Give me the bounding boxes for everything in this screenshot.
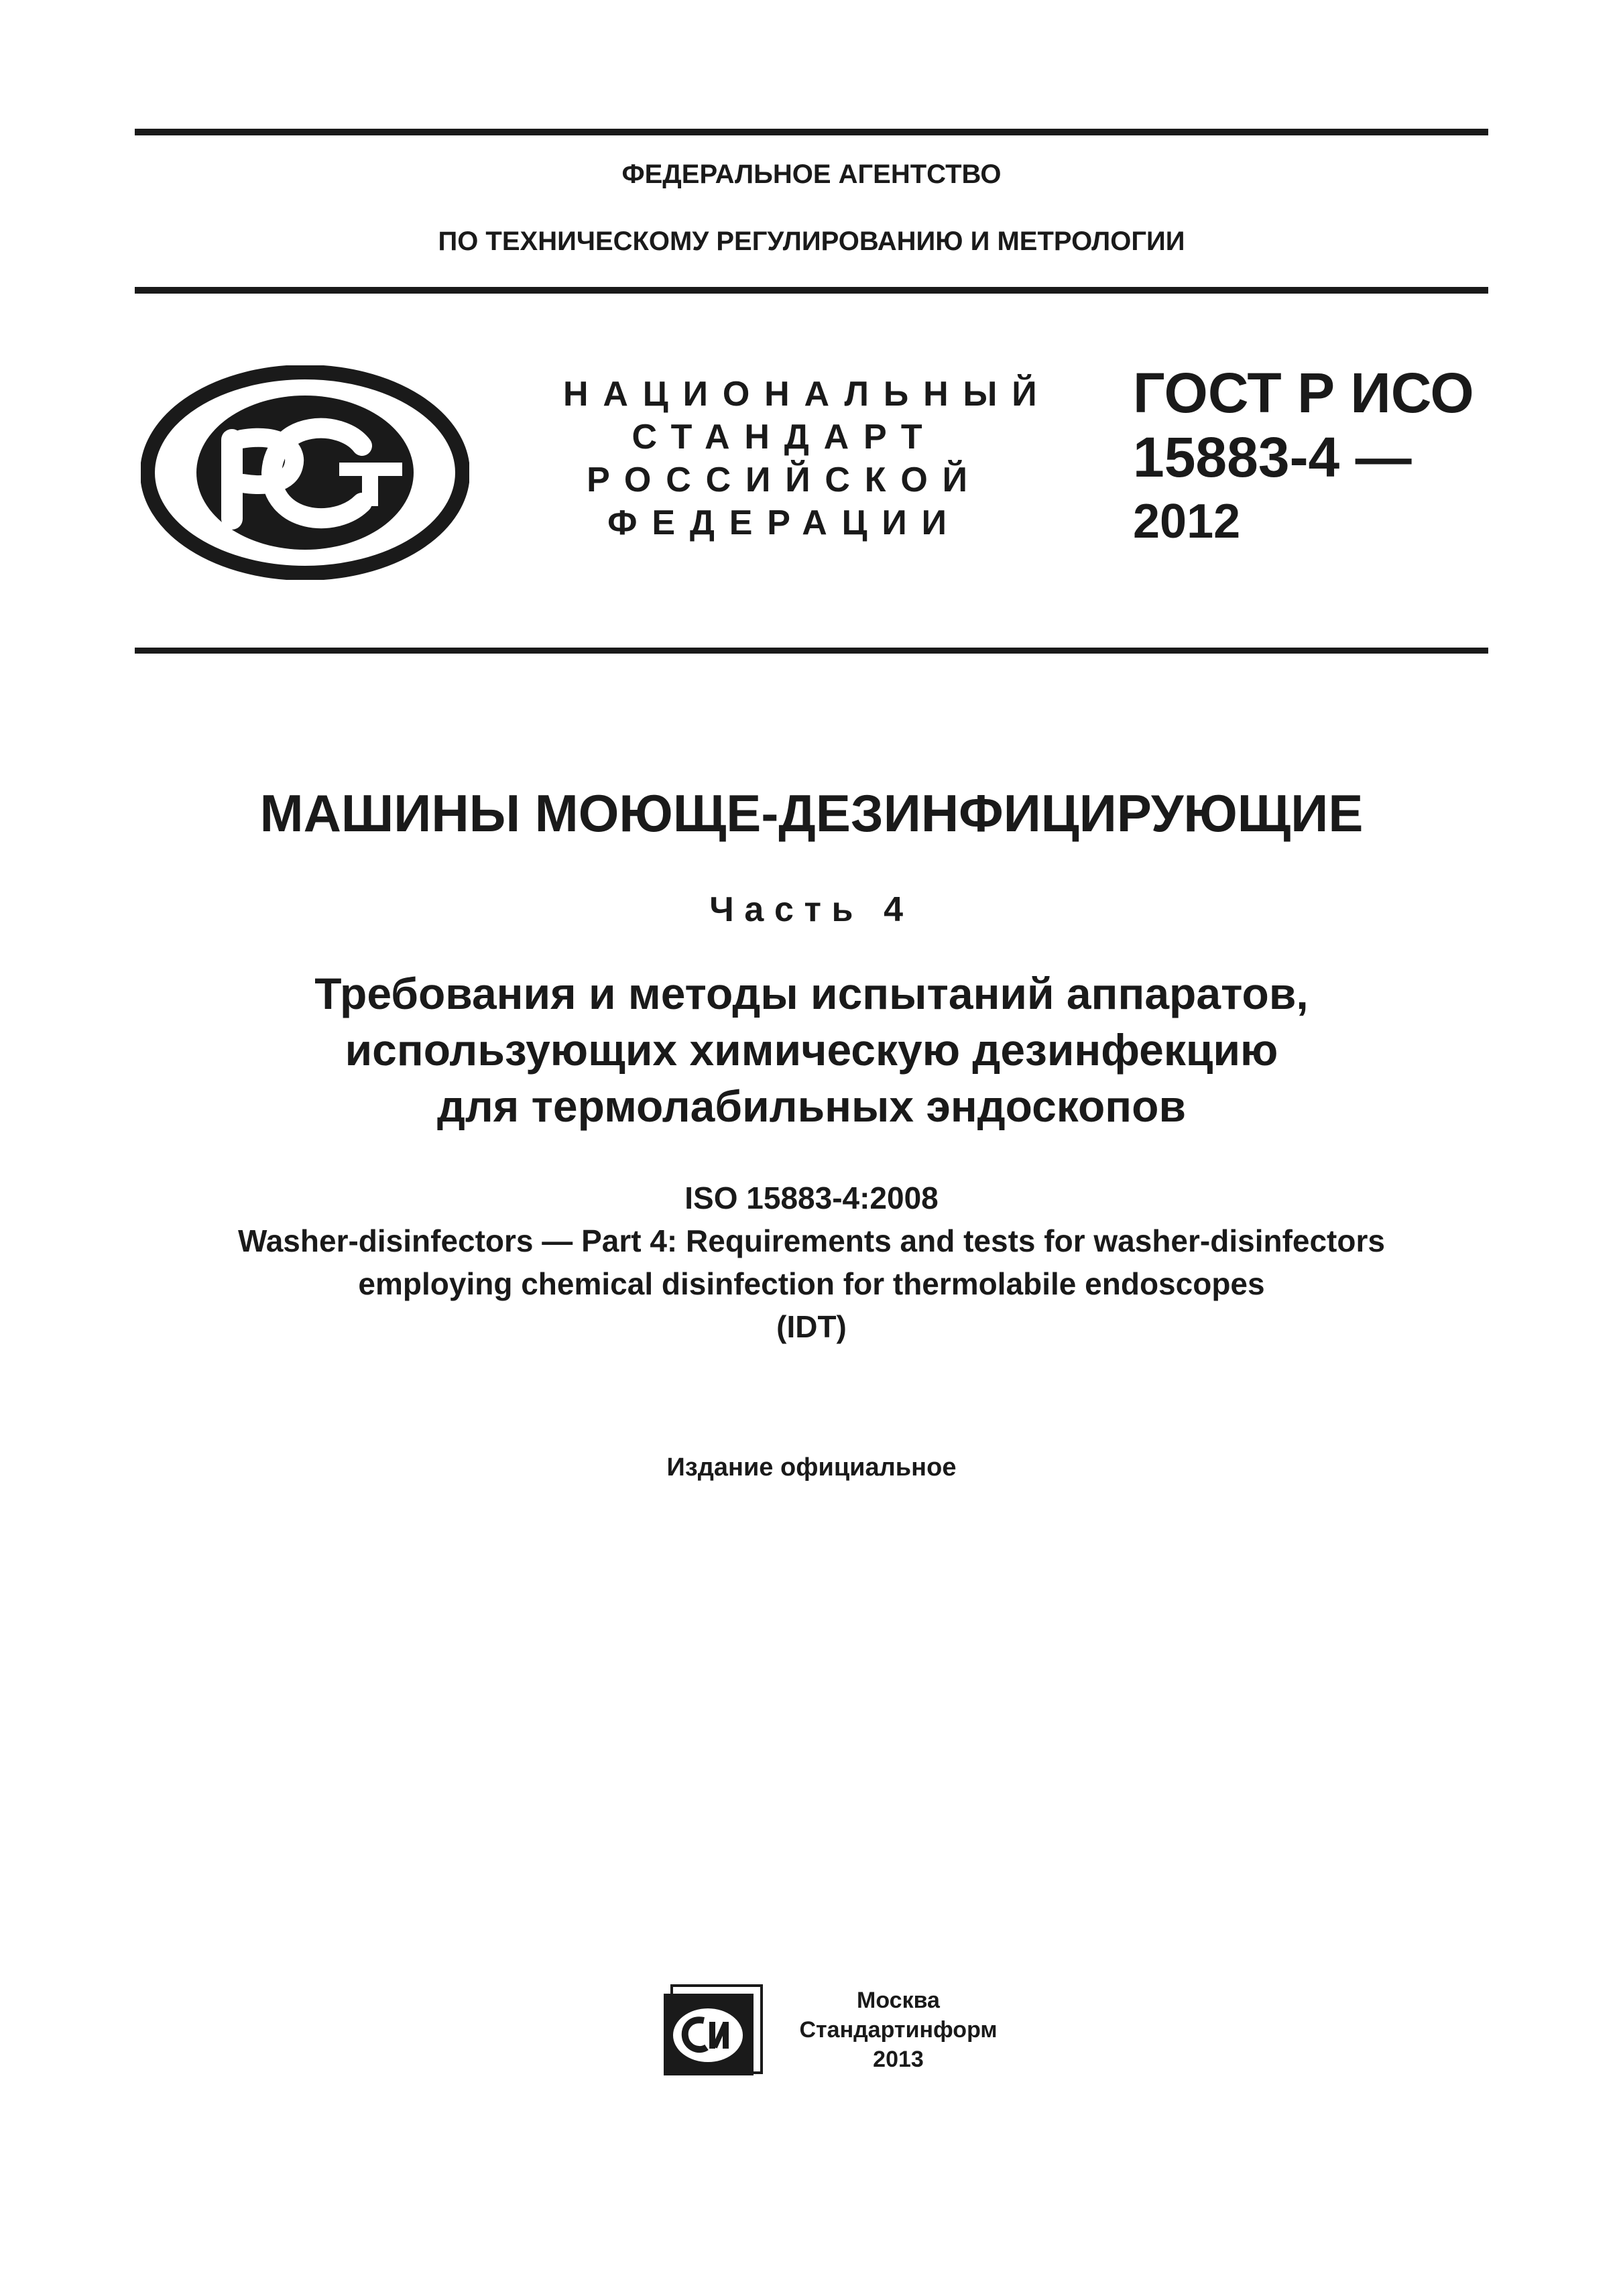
- agency-line-1: ФЕДЕРАЛЬНОЕ АГЕНТСТВО: [621, 160, 1002, 189]
- publisher-info: [764, 1986, 1032, 2074]
- rst-logo-icon: [141, 365, 469, 580]
- standard-type-line: РОССИЙСКОЙ: [587, 461, 982, 499]
- standard-type-line: СТАНДАРТ: [632, 418, 937, 457]
- subtitle-line: использующих химическую дезинфекцию: [345, 1025, 1278, 1075]
- subtitle-line: Требования и методы испытаний аппаратов,: [314, 969, 1309, 1018]
- header-bottom-rule: [135, 287, 1488, 294]
- designation-line: 15883-4 —: [1133, 426, 1412, 489]
- block-bottom-rule: [135, 648, 1488, 654]
- standard-type-line: НАЦИОНАЛЬНЫЙ: [563, 375, 1052, 414]
- publisher-name: Стандартинформ: [799, 2017, 998, 2043]
- iso-equivalence: (IDT): [776, 1309, 847, 1344]
- publisher-city: Москва: [857, 1988, 940, 2013]
- standard-type: [563, 373, 1052, 544]
- standartinform-logo-icon: [664, 1983, 764, 2077]
- publication-year: 2013: [873, 2047, 924, 2072]
- agency-line-2: ПО ТЕХНИЧЕСКОМУ РЕГУЛИРОВАНИЮ И МЕТРОЛОГИИ: [438, 227, 1185, 256]
- iso-title-line: Washer-disinfectors — Part 4: Requirements and tests for washer-disinfectors: [238, 1223, 1385, 1258]
- designation-line: ГОСТ Р ИСО: [1133, 361, 1474, 424]
- top-rule: [135, 129, 1488, 135]
- iso-reference: [101, 1176, 1522, 1348]
- edition-note: Издание официальное: [666, 1453, 957, 1482]
- designation-line: 2012: [1133, 495, 1241, 548]
- iso-title-line: employing chemical disinfection for thermolabile endoscopes: [358, 1266, 1265, 1301]
- standard-designation: [1133, 361, 1508, 554]
- iso-number: ISO 15883-4:2008: [684, 1181, 939, 1215]
- document-subtitle: [134, 965, 1489, 1134]
- part-number: Часть 4: [709, 890, 914, 929]
- document-title: МАШИНЫ МОЮЩЕ-ДЕЗИНФИЦИРУЮЩИЕ: [259, 784, 1364, 843]
- subtitle-line: для термолабильных эндоскопов: [436, 1081, 1187, 1131]
- standard-type-line: ФЕДЕРАЦИИ: [607, 503, 961, 542]
